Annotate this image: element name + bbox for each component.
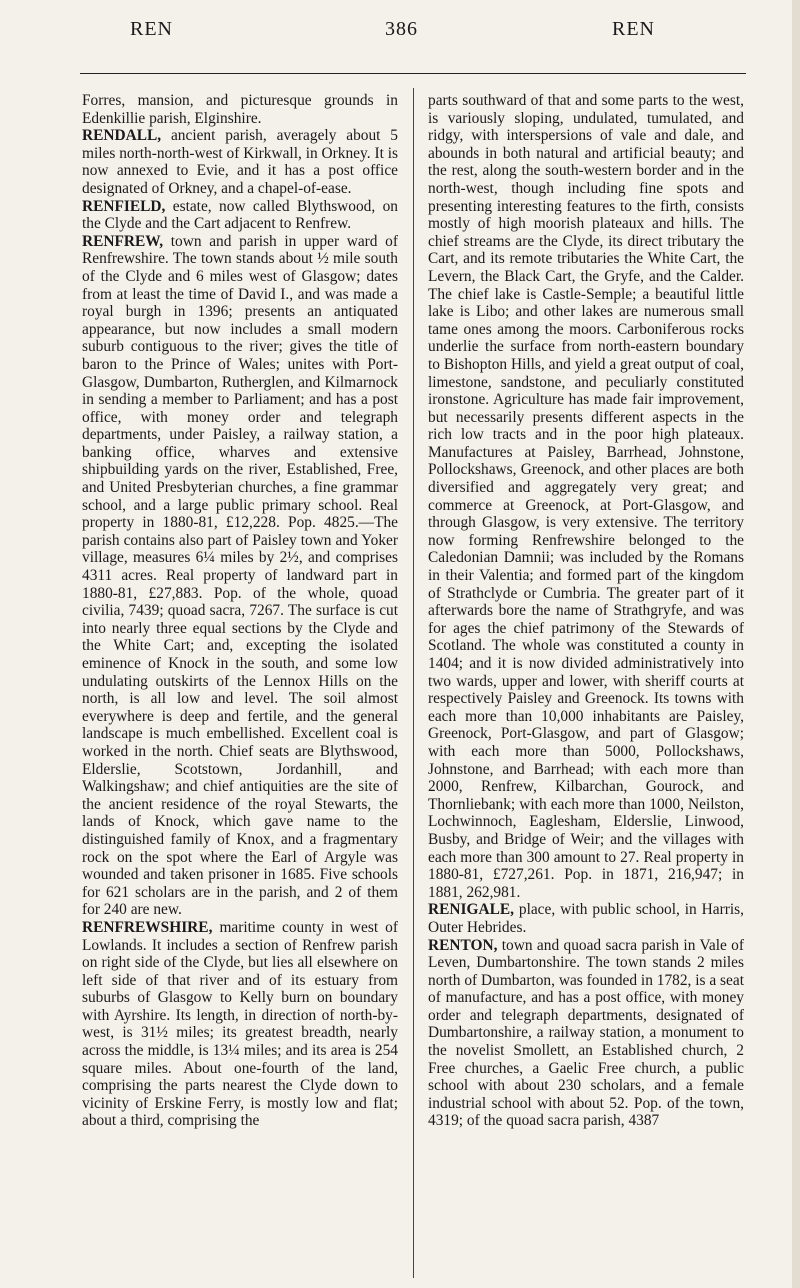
entry — [428, 937, 744, 1131]
column-divider — [413, 88, 414, 1278]
headword: RENIGALE, — [428, 901, 514, 919]
entry-text: place, with public school, in Harris, Outer Hebrides. — [428, 901, 744, 936]
entry-text: parts southward of that and some parts to the west, is variously sloping, undulated, tumulated, and ridgy, with interspersions of vale and dale, and abounds in both natural and artificial beauty; and the rest, along the south-western border and in the north-west, though including fine spots and presenting interesting features to the firth, consists mostly of high moorish plateaux and hills. The chief streams are the Clyde, its direct tributary the Cart, and its remote tributaries the White Cart, the Levern, the Black Cart, the Gryfe, and the Calder. The chief lake is Castle-Semple; a beautiful little lake is Libo; and other lakes are numerous small tame ones among the moors. Carboniferous rocks underlie the surface from north-eastern boundary to Bishopton Hills, and yield a great output of coal, limestone, sandstone, and peculiarly constituted ironstone. Agriculture has made fair improvement, but necessarily presents different aspects in the rich low tracts and in the poor high plateaux. Manufactures at Paisley, Barrhead, Johnstone, Pollockshaws, Greenock, and other places are both diversified and aggregately very great; and commerce at Greenock, at Port-Glasgow, and through Glasgow, is very extensive. The territory now forming Renfrewshire belonged to the Caledonian Damnii; was included by the Romans in their Valentia; and formed part of the kingdom of Strathclyde or Cumbria. The greater part of it afterwards bore the name of Strathgryfe, and was for ages the chief patrimony of the Stewards of Scotland. The whole was constituted a county in 1404; and it is now divided administratively into two wards, upper and lower, with sheriff courts at respectively Paisley and Greenock. Its towns with each more than 10,000 inhabitants are Paisley, Greenock, Port-Glasgow, and part of Glasgow; with each more than 5000, Pollockshaws, Johnstone, and Barrhead; with each more than 2000, Renfrew, Kilbarchan, Gourock, and Thornliebank; with each more than 1000, Neilston, Lochwinnoch, Eaglesham, Elderslie, Linwood, Busby, and Bridge of Weir; and the villages with each more than 300 amount to 27. Real property in 1880-81, £727,261. Pop. in 1871, 216,947; in 1881, 262,981. — [428, 92, 744, 901]
left-column — [82, 92, 398, 1130]
headword: RENFIELD, — [82, 197, 166, 215]
right-column — [428, 92, 744, 1130]
headword: RENFREWSHIRE, — [82, 918, 213, 936]
entry-text: ancient parish, averagely about 5 miles north-north-west of Kirkwall, in Orkney. It is now annexed to Evie, and it has a post office designated of Orkney, and a chapel-of-ease. — [82, 127, 398, 197]
headword: RENTON, — [428, 936, 498, 954]
entry — [428, 901, 744, 936]
page-header — [80, 10, 740, 50]
header-right-guide-word: REN — [612, 18, 655, 40]
entry — [428, 92, 744, 901]
entry-text: estate, now called Blythswood, on the Clyde and the Cart adjacent to Renfrew. — [82, 197, 398, 233]
entry — [82, 919, 398, 1130]
entry — [82, 198, 398, 233]
entry-text: Forres, mansion, and picturesque grounds in Edenkillie parish, Elginshire. — [82, 92, 398, 127]
header-rule — [80, 73, 746, 74]
entry-text: town and parish in upper ward of Renfrewshire. The town stands about ½ mile south of the Clyde and 6 miles west of Glasgow; dates from at least the time of David I., and was made a royal burgh in 1396; presents an antiquated appearance, but now includes a small modern suburb contiguous to the river; gives the title of baron to the Prince of Wales; unites with Port-Glasgow, Dumbarton, Rutherglen, and Kilmarnock in sending a member to Parliament; and has a post office, with money order and telegraph departments, under Paisley, a railway station, a banking office, wharves and extensive shipbuilding yards on the river, Established, Free, and United Presbyterian churches, a fine grammar school, and a large public primary school. Real property in 1880-81, £12,228. Pop. 4825.—The parish contains also part of Paisley town and Yoker village, measures 6¼ miles by 2½, and comprises 4311 acres. Real property of landward part in 1880-81, £27,883. Pop. of the whole, quoad civilia, 7439; quoad sacra, 7267. The surface is cut into nearly three equal sections by the Clyde and the White Cart; and, excepting the isolated eminence of Knock in the south, and some low undulating outskirts of the Lennox Hills on the north, is all low and level. The soil almost everywhere is deep and fertile, and the general landscape is much embellished. Excellent coal is worked in the north. Chief seats are Blythswood, Elderslie, Scotstown, Jordanhill, and Walkingshaw; and chief antiquities are the site of the ancient residence of the royal Stewarts, the lands of Knock, which gave name to the distinguished family of Knox, and a fragmentary rock on the spot where the Earl of Argyle was wounded and taken prisoner in 1685. Five schools for 621 scholars are in the parish, and 2 of them for 240 are new. — [82, 232, 398, 919]
entry — [82, 233, 398, 919]
entry — [82, 127, 398, 197]
headword: RENDALL, — [82, 127, 162, 145]
headword: RENFREW, — [82, 232, 164, 250]
page-number: 386 — [385, 18, 418, 40]
entry — [82, 92, 398, 127]
entry-text: maritime county in west of Lowlands. It includes a section of Renfrew parish on right side of the Clyde, but lies all elsewhere on left side of that river and of its estuary from suburbs of Glasgow to Kelly burn on boundary with Ayrshire. Its length, in direction of north-by-west, is 31½ miles; its greatest breadth, nearly across the middle, is 13¼ miles; and its area is 254 square miles. About one-fourth of the land, comprising the parts nearest the Clyde down to vicinity of Erskine Ferry, is mostly low and flat; about a third, comprising the — [82, 918, 398, 1130]
page-edge — [792, 0, 800, 1288]
header-left-guide-word: REN — [130, 18, 173, 40]
entry-text: town and quoad sacra parish in Vale of Leven, Dumbartonshire. The town stands 2 miles north of Dumbarton, was founded in 1782, is a seat of manufacture, and has a post office, with money order and telegraph departments, designated of Dumbartonshire, a railway station, a monument to the novelist Smollett, an Established church, 2 Free churches, a Gaelic Free church, a public school with about 230 scholars, and a female industrial school with about 52. Pop. of the town, 4319; of the quoad sacra parish, 4387 — [428, 936, 744, 1130]
